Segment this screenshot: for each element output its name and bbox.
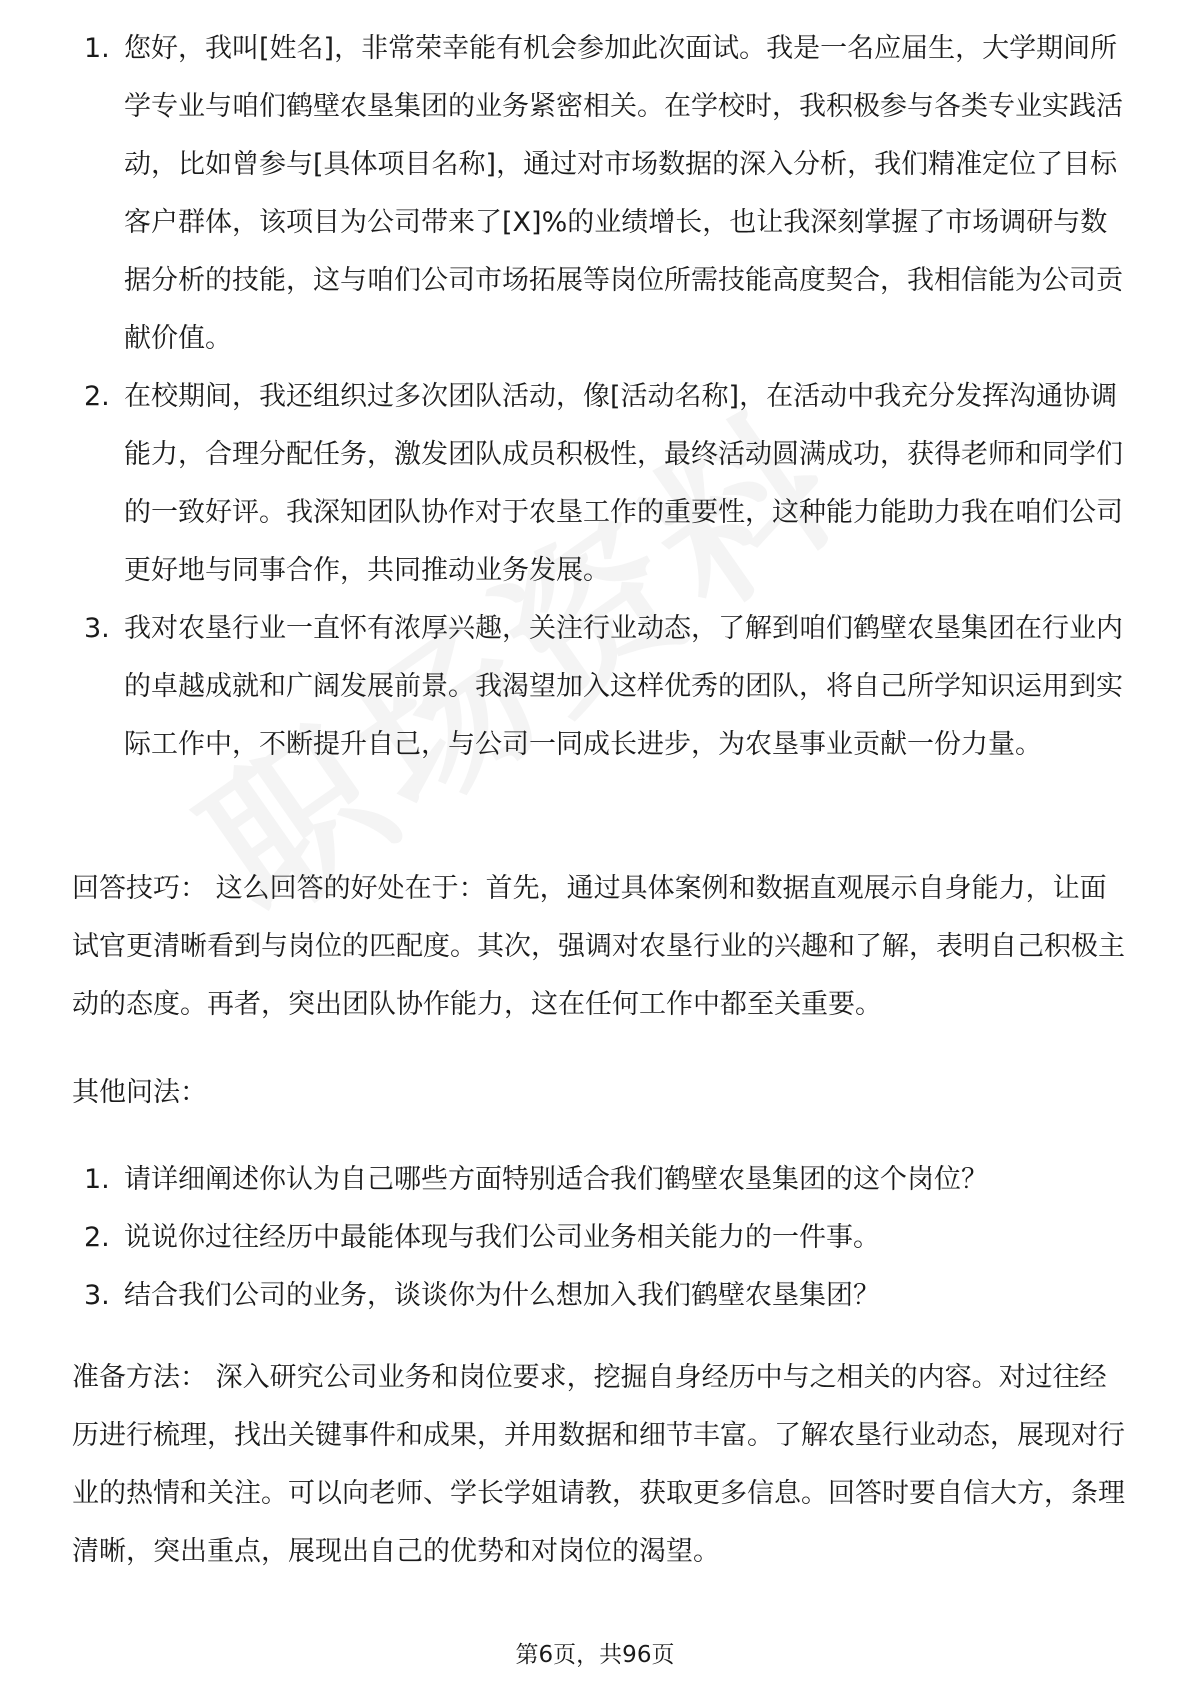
list-number: 1. [84, 1164, 110, 1195]
list-item [72, 20, 1132, 368]
tips-text: 这么回答的好处在于：首先，通过具体案例和数据直观展示自身能力，让面试官更清晰看到与岗位的匹配度。其次，强调对农垦行业的兴趣和了解，表明自己积极主动的态度。再者，突出团队协作能力，这在任何工作中都至关重要。 [72, 873, 1125, 1020]
answer-list [72, 20, 1132, 774]
tips-label: 回答技巧： [72, 873, 207, 904]
list-number: 3. [84, 613, 110, 644]
list-number: 2. [84, 1222, 110, 1253]
page-number-footer: 第6页，共96页 [515, 1642, 675, 1668]
list-item [72, 600, 1132, 774]
other-questions-heading: 其他问法： [72, 1077, 207, 1108]
list-number: 2. [84, 381, 110, 412]
list-item-text: 请详细阐述你认为自己哪些方面特别适合我们鹤壁农垦集团的这个岗位？ [124, 1164, 988, 1195]
list-item-text: 我对农垦行业一直怀有浓厚兴趣，关注行业动态，了解到咱们鹤壁农垦集团在行业内的卓越成就和广阔发展前景。我渴望加入这样优秀的团队，将自己所学知识运用到实际工作中，不断提升自己，与公司一同成长进步，为农垦事业贡献一份力量。 [124, 613, 1123, 760]
list-number: 1. [84, 33, 110, 64]
list-item [72, 1209, 1132, 1267]
list-item [72, 1267, 1132, 1325]
answer-tips-paragraph [72, 860, 1132, 1034]
list-item-text: 说说你过往经历中最能体现与我们公司业务相关能力的一件事。 [124, 1222, 880, 1253]
list-number: 3. [84, 1280, 110, 1311]
preparation-method-paragraph [72, 1349, 1132, 1581]
list-item [72, 1151, 1132, 1209]
other-questions-list [72, 1151, 1132, 1325]
list-item-text: 在校期间，我还组织过多次团队活动，像[活动名称]，在活动中我充分发挥沟通协调能力，合理分配任务，激发团队成员积极性，最终活动圆满成功，获得老师和同学们的一致好评。我深知团队协作对于农垦工作的重要性，这种能力能助力我在咱们公司更好地与同事合作，共同推动业务发展。 [124, 381, 1123, 586]
method-text: 深入研究公司业务和岗位要求，挖掘自身经历中与之相关的内容。对过往经历进行梳理，找出关键事件和成果，并用数据和细节丰富。了解农垦行业动态，展现对行业的热情和关注。可以向老师、学长学姐请教，获取更多信息。回答时要自信大方，条理清晰，突出重点，展现出自己的优势和对岗位的渴望。 [72, 1362, 1125, 1567]
list-item [72, 368, 1132, 600]
list-item-text: 您好，我叫[姓名]，非常荣幸能有机会参加此次面试。我是一名应届生，大学期间所学专业与咱们鹤壁农垦集团的业务紧密相关。在学校时，我积极参与各类专业实践活动，比如曾参与[具体项目名称]，通过对市场数据的深入分析，我们精准定位了目标客户群体，该项目为公司带来了[X]%的业绩增长，也让我深刻掌握了市场调研与数据分析的技能，这与咱们公司市场拓展等岗位所需技能高度契合，我相信能为公司贡献价值。 [124, 33, 1123, 354]
method-label: 准备方法： [72, 1362, 207, 1393]
list-item-text: 结合我们公司的业务，谈谈你为什么想加入我们鹤壁农垦集团？ [124, 1280, 880, 1311]
